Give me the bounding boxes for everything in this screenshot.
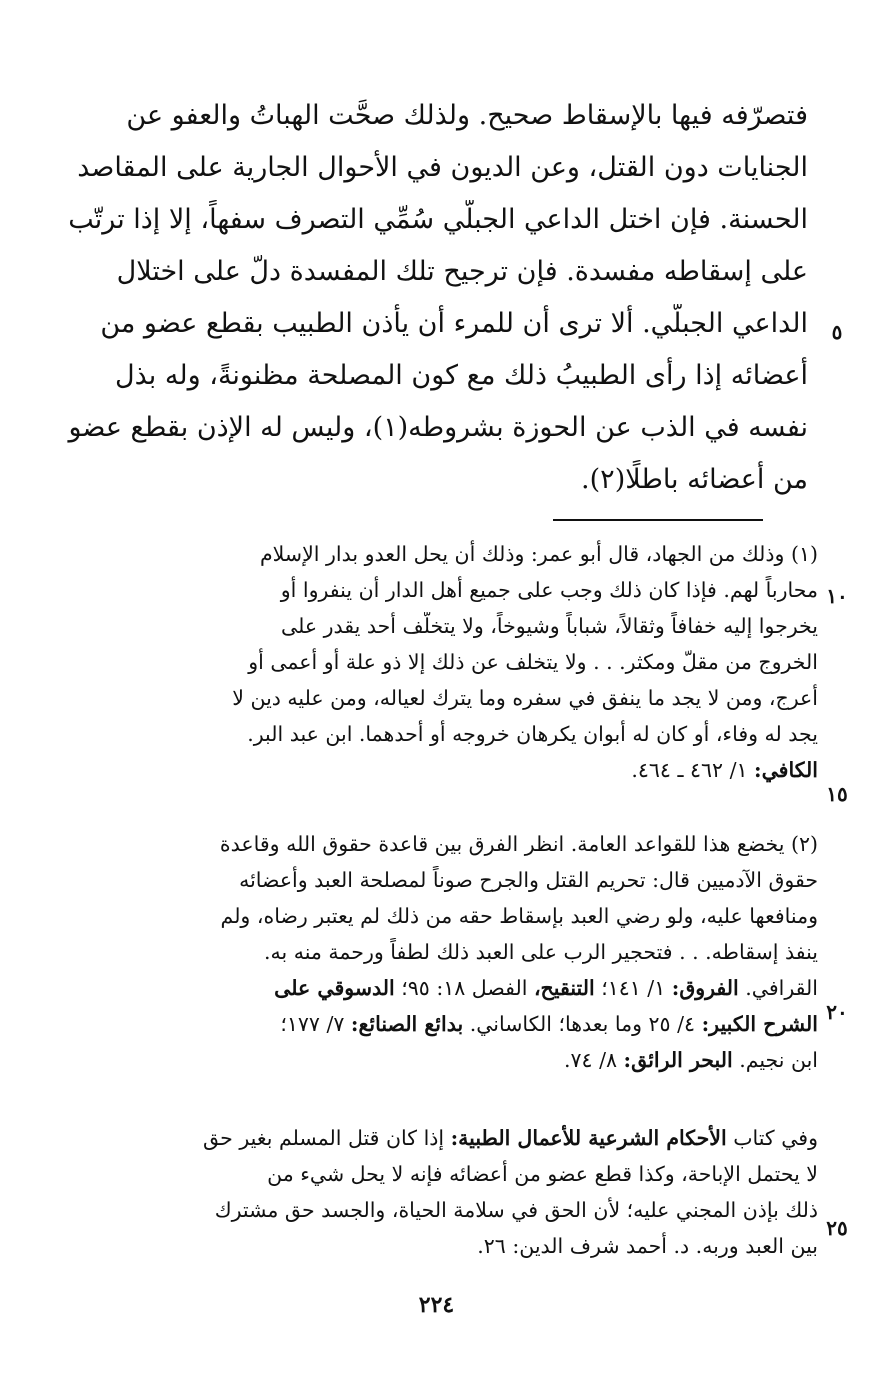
footnote-line: أعرج، ومن لا يجد ما ينفق في سفره وما يترك لعياله، ومن عليه دين لا	[232, 686, 818, 710]
line-number-25: ٢٥	[826, 1216, 848, 1240]
para-title: الأحكام الشرعية للأعمال الطبية:	[450, 1126, 727, 1150]
para-text: إذا كان قتل المسلم بغير حق	[203, 1126, 451, 1150]
para-text: وفي كتاب	[726, 1126, 818, 1150]
footnote-line: يخرجوا إليه خفافاً وثقالاً، شباباً وشيوخاً، ولا يتخلّف أحد يقدر على	[281, 614, 818, 638]
footnote-line: حقوق الآدميين قال: تحريم القتل والجرح صوناً لمصلحة العبد وأعضائه	[239, 868, 818, 892]
line-number-5: ٥	[831, 320, 843, 344]
ref-text: ٨/ ٧٤.	[563, 1048, 624, 1072]
ref-text: الفصل ١٨: ٩٥؛	[394, 976, 534, 1000]
footnote-line: ومنافعها عليه، ولو رضي العبد بإسقاط حقه من ذلك لم يعتبر رضاه، ولم	[220, 904, 818, 928]
footnote-line: بين العبد وربه. د. أحمد شرف الدين: ٢٦.	[477, 1234, 818, 1258]
ref-title: التنقيح،	[533, 976, 595, 1000]
ref-title: الدسوقي على	[274, 976, 395, 1000]
footnote-paragraph-line	[60, 1124, 818, 1160]
ref-text: القرافي.	[738, 976, 818, 1000]
body-line: أعضائه إذا رأى الطبيبُ ذلك مع كون المصلحة مظنونةً، وله بذل	[115, 360, 808, 391]
line-number-10: ١٠	[826, 584, 848, 608]
body-line: من أعضائه باطلًا(٢).	[581, 464, 808, 495]
ref-text: ابن نجيم.	[732, 1048, 818, 1072]
footnote-separator	[553, 519, 763, 521]
body-line: الحسنة. فإن اختل الداعي الجبلّي سُمِّي التصرف سفهاً، إلا إذا ترتّب	[68, 204, 808, 235]
ref-text: ٧/ ١٧٧؛	[280, 1012, 351, 1036]
ref-text: ٤/ ٢٥ وما بعدها؛ الكاساني.	[463, 1012, 702, 1036]
ref-title: بدائع الصنائع:	[350, 1012, 464, 1036]
body-line: على إسقاطه مفسدة. فإن ترجيح تلك المفسدة دلّ على اختلال	[116, 256, 808, 287]
footnote-line: يجد له وفاء، أو كان له أبوان يكرهان خروجه أو أحدهما. ابن عبد البر.	[247, 722, 818, 746]
footnote-line: (٢) يخضع هذا للقواعد العامة. انظر الفرق بين قاعدة حقوق الله وقاعدة	[219, 832, 818, 856]
page-number: ٢٢٤	[418, 1292, 455, 1318]
footnote-line: ينفذ إسقاطه. . . فتحجير الرب على العبد ذلك لطفاً ورحمة منه به.	[264, 940, 818, 964]
footnote-reference-line	[60, 974, 818, 1010]
footnote-reference-line	[60, 1046, 818, 1082]
body-line: الداعي الجبلّي. ألا ترى أن للمرء أن يأذن الطبيب بقطع عضو من	[100, 308, 808, 339]
body-line: الجنايات دون القتل، وعن الديون في الأحوال الجارية على المقاصد	[77, 152, 808, 183]
footnote-source-line	[60, 756, 818, 792]
line-number-20: ٢٠	[826, 1000, 848, 1024]
ref-text: ١/ ١٤١؛	[594, 976, 672, 1000]
footnote-line: (١) وذلك من الجهاد، قال أبو عمر: وذلك أن يحل العدو بدار الإسلام	[259, 542, 818, 566]
body-line: نفسه في الذب عن الحوزة بشروطه(١)، وليس له الإذن بقطع عضو	[68, 412, 808, 443]
line-number-15: ١٥	[826, 782, 848, 806]
source-title: الكافي:	[754, 758, 818, 782]
footnote-line: الخروج من مقلّ ومكثر. . . ولا يتخلف عن ذلك إلا ذو علة أو أعمى أو	[248, 650, 818, 674]
footnote-line: ذلك بإذن المجني عليه؛ لأن الحق في سلامة الحياة، والجسد حق مشترك	[214, 1198, 818, 1222]
footnote-line: لا يحتمل الإباحة، وكذا قطع عضو من أعضائه فإنه لا يحل شيء من	[267, 1162, 818, 1186]
source-pages: ١/ ٤٦٢ ـ ٤٦٤.	[631, 758, 755, 782]
footnote-line: محارباً لهم. فإذا كان ذلك وجب على جميع أهل الدار أن ينفروا أو	[280, 578, 818, 602]
ref-title: البحر الرائق:	[623, 1048, 733, 1072]
footnote-reference-line	[60, 1010, 818, 1046]
ref-title: الفروق:	[671, 976, 739, 1000]
body-line: فتصرّفه فيها بالإسقاط صحيح. ولذلك صحَّت الهباتُ والعفو عن	[126, 100, 808, 131]
ref-title: الشرح الكبير:	[701, 1012, 818, 1036]
